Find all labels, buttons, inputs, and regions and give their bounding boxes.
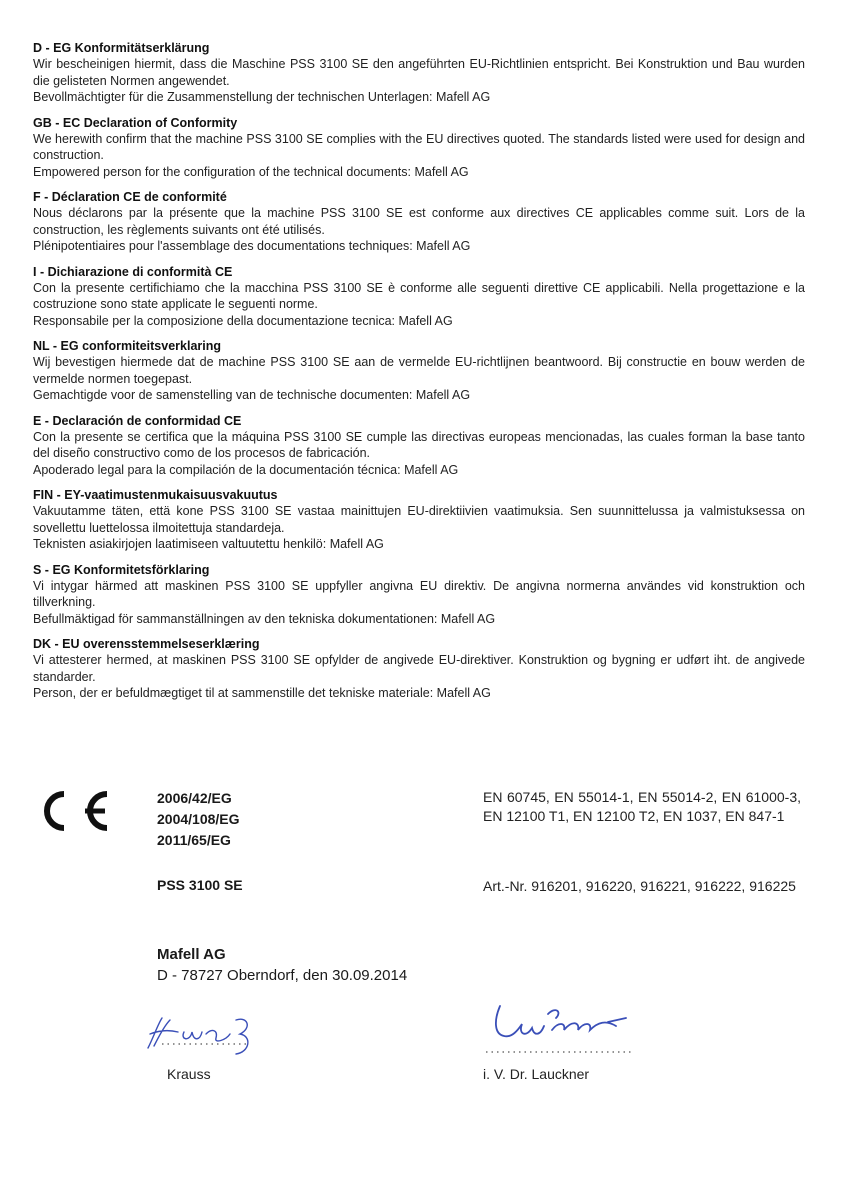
section-title: D - EG Konformitätserklärung — [33, 41, 210, 55]
directive-item: 2011/65/EG — [157, 832, 231, 848]
section-text: Bevollmächtigter für die Zusammenstellung der technischen Unterlagen: Mafell AG — [33, 90, 491, 104]
machine-model: PSS 3100 SE — [157, 877, 243, 893]
section-text: Befullmäktigad för sammanställningen av den tekniska dokumentationen: Mafell AG — [33, 611, 496, 626]
ce-mark-icon — [33, 786, 113, 836]
section-text: Vakuutamme täten, että kone PSS 3100 SE vastaa mainittujen EU-direktiivien vaatimuksia. Sen suunnittelussa ja valmistuksessa on sovellettu luettelossa ilmoitettuja standardeja. — [33, 504, 805, 535]
section-title: DK - EU overensstemmelseserklæring — [33, 637, 260, 651]
section-text: Wij bevestigen hiermede dat de machine PSS 3100 SE aan de vermelde EU-richtlijnen beantwoord. Bij constructie en bouw werden de vermelde normen toegepast. — [33, 355, 805, 386]
section-body — [33, 131, 805, 181]
section-fin — [33, 487, 805, 553]
section-text: Teknisten asiakirjojen laatimiseen valtuutettu henkilö: Mafell AG — [33, 537, 384, 551]
directive-item: 2006/42/EG — [157, 790, 232, 806]
section-text: Responsabile per la composizione della documentazione tecnica: Mafell AG — [33, 313, 453, 328]
signatory-name-left: Krauss — [167, 1066, 211, 1082]
section-text: Nous déclarons par la présente que la machine PSS 3100 SE est conforme aux directives CE applicables comme suit. Lors de la construction, les règlements suivants ont été utilisés. — [33, 206, 805, 237]
section-text: Wir bescheinigen hiermit, dass die Maschine PSS 3100 SE den angeführten EU-Richtlinien entspricht. Bei Konstruktion und Bau wurden die gelisteten Normen angewendet. — [33, 57, 805, 88]
section-body — [33, 205, 805, 255]
section-title: GB - EC Declaration of Conformity — [33, 115, 238, 130]
section-body — [33, 503, 805, 553]
section-body — [33, 429, 805, 479]
signature-lauckner — [482, 1000, 642, 1055]
section-body — [33, 578, 805, 628]
section-title: FIN - EY-vaatimustenmukaisuusvakuutus — [33, 488, 278, 502]
section-text: Con la presente certifichiamo che la macchina PSS 3100 SE è conforme alle seguenti direttive CE applicabili. Nella progettazione e la costruzione sono state applicate le seguenti norme. — [33, 280, 805, 311]
section-text: Con la presente se certifica que la máquina PSS 3100 SE cumple las directivas europeas mencionadas, las cuales forman la base tanto del diseño constructivo como de los procesos de fabricación. — [33, 429, 805, 460]
section-body — [33, 56, 805, 106]
standards-list: EN 60745, EN 55014-1, EN 55014-2, EN 61000-3, EN 12100 T1, EN 12100 T2, EN 1037, EN 847-1 — [483, 789, 801, 824]
section-text: Empowered person for the configuration of the technical documents: Mafell AG — [33, 164, 469, 179]
company-name: Mafell AG — [157, 946, 226, 963]
section-text: Person, der er befuldmægtiget til at sammenstille det tekniske materiale: Mafell AG — [33, 686, 491, 700]
section-dk — [33, 636, 805, 702]
section-i — [33, 264, 805, 330]
section-text: Apoderado legal para la compilación de la documentación técnica: Mafell AG — [33, 462, 459, 477]
section-text: Plénipotentiaires pour l'assemblage des documentations techniques: Mafell AG — [33, 239, 471, 253]
section-text: We herewith confirm that the machine PSS 3100 SE complies with the EU directives quoted. The standards listed were used for design and construction. — [33, 131, 805, 162]
section-title: F - Déclaration CE de conformité — [33, 190, 227, 204]
section-f — [33, 189, 805, 255]
section-title: NL - EG conformiteitsverklaring — [33, 339, 222, 353]
section-de — [33, 40, 805, 106]
section-title: I - Dichiarazione di conformità CE — [33, 264, 233, 279]
section-s — [33, 562, 805, 628]
directive-item: 2004/108/EG — [157, 811, 240, 827]
section-gb — [33, 115, 805, 181]
declaration-sections — [33, 40, 805, 711]
place-and-date: D - 78727 Oberndorf, den 30.09.2014 — [157, 967, 408, 984]
section-body — [33, 354, 805, 404]
section-title: S - EG Konformitetsförklaring — [33, 562, 210, 577]
section-body — [33, 280, 805, 330]
directives-list — [157, 788, 240, 851]
section-nl — [33, 338, 805, 404]
section-text: Vi attesterer hermed, at maskinen PSS 3100 SE opfylder de angivede EU-direktiver. Konstruktion og bygning er udført iht. de angivede standarder. — [33, 653, 805, 684]
section-title: E - Declaración de conformidad CE — [33, 413, 242, 428]
signatory-name-right: i. V. Dr. Lauckner — [483, 1066, 590, 1082]
section-text: Gemachtigde voor de samenstelling van de technische documenten: Mafell AG — [33, 388, 471, 402]
article-numbers: Art.-Nr. 916201, 916220, 916221, 916222, 916225 — [483, 878, 796, 894]
section-body — [33, 652, 805, 702]
signature-krauss — [140, 1008, 280, 1058]
section-e — [33, 413, 805, 479]
section-text: Vi intygar härmed att maskinen PSS 3100 SE uppfyller angivna EU direktiv. De angivna normerna användes vid konstruktion och tillverkning. — [33, 578, 805, 609]
